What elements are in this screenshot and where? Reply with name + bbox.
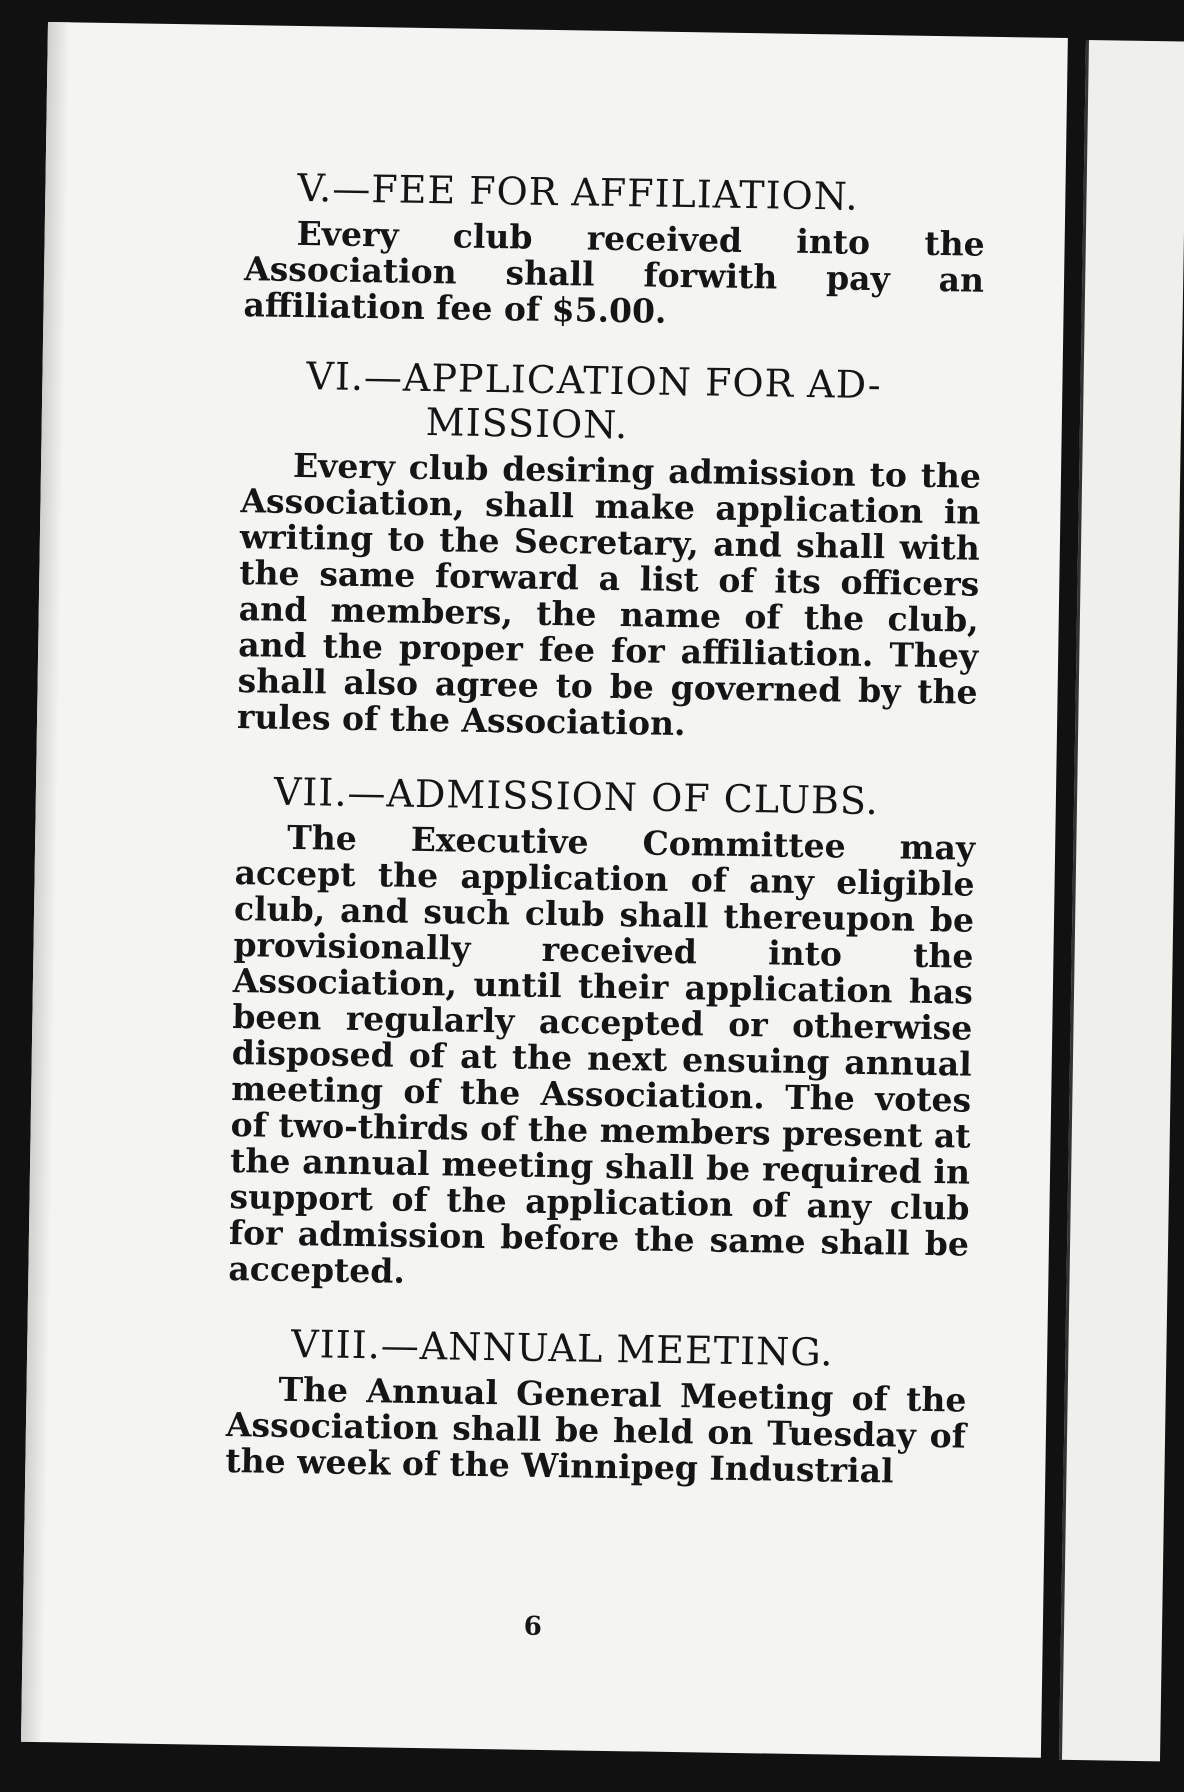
adjacent-page-edge: [1059, 40, 1184, 1761]
page-number: 6: [523, 1611, 543, 1642]
heading-line-2: MISSION.: [425, 399, 629, 448]
section-body-annual-meeting: The Annual General Meeting of the Association shall be held on Tuesday of the week of the Winnipeg Industrial: [225, 1369, 967, 1491]
book-page: [21, 22, 1068, 1758]
page-content: [225, 165, 986, 1490]
section-body-admission: The Executive Committee may accept the application of any eligible club, and such club shall thereupon be provisionally received into the Association, until their application has been regularly accepted or otherwise disposed of at the next ensuing annual meeting of the Association. The votes of two-thirds of the members present at the annual meeting shall be required in support of the application of any club for admission before the same shall be accepted.: [228, 817, 976, 1291]
section-heading-annual-meeting: VIII.—ANNUAL MEETING.: [290, 1321, 834, 1375]
heading-line-1: VI.—APPLICATION FOR AD-: [306, 354, 883, 408]
page-gutter-shadow: [21, 22, 70, 1742]
section-body-application: Every club desiring admission to the Association, shall make application in writing to the Secretary, and shall with the same forward a list of its officers and members, the name of the club, and the proper fee for affiliation. They shall also agree to be governed by the rules of the Association.: [236, 445, 982, 744]
section-body-fee: Every club received into the Association shall forwith pay an affiliation fee of $5.00.: [243, 213, 985, 331]
section-heading-admission: VII.—ADMISSION OF CLUBS.: [273, 769, 880, 824]
section-heading-fee: V.—FEE FOR AFFILIATION.: [297, 165, 859, 219]
section-heading-application: [241, 353, 906, 451]
